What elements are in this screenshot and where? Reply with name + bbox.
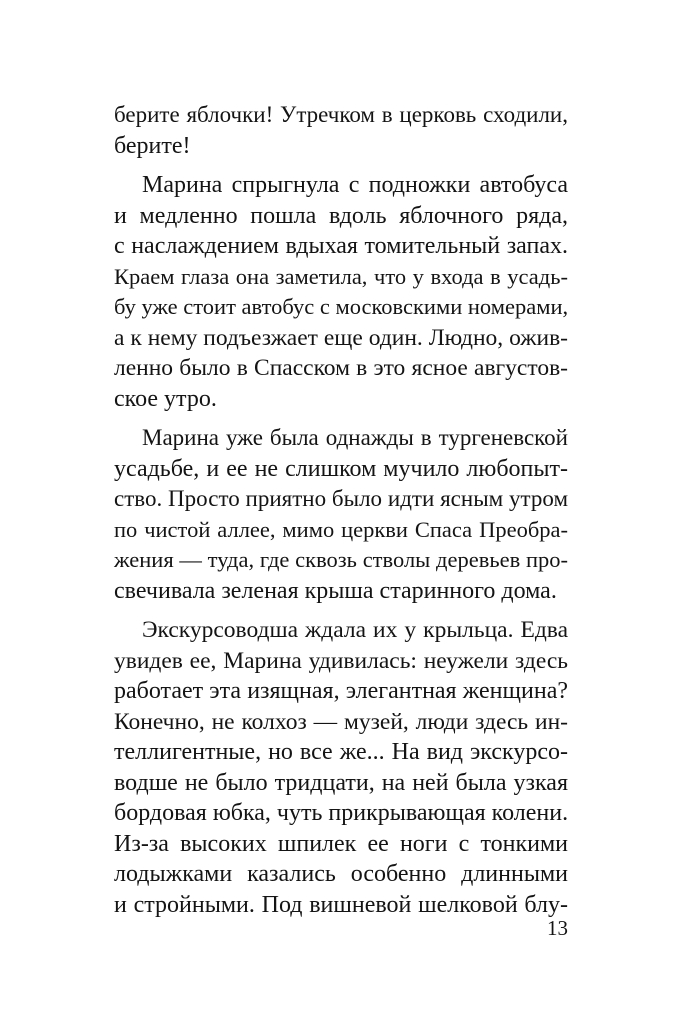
text-line: Краем глаза она заметила, что у входа в усадь-	[114, 263, 568, 289]
page-number: 13	[547, 916, 568, 940]
text-line: работает эта изящная, элегантная женщина?	[114, 678, 568, 704]
text-line: ское утро.	[114, 385, 217, 412]
text-line: бордовая юбка, чуть прикрывающая колени.	[114, 800, 569, 826]
text-line: ленно было в Спасском в это ясное августов-	[114, 355, 568, 381]
body-text	[114, 100, 568, 920]
text-line-inner: Марина спрыгнула с подножки автобуса	[142, 172, 568, 198]
text-line-inner: Экскурсоводша ждала их у крыльца. Едва	[142, 617, 568, 643]
text-line: усадьбе, и ее не слишком мучило любопыт-	[114, 455, 568, 482]
text-line: и медленно пошла вдоль яблочного ряда,	[114, 202, 568, 229]
text-line: и стройными. Под вишневой шелковой блу-	[114, 891, 568, 918]
paragraph-gap	[114, 414, 568, 423]
paragraph-gap	[114, 161, 568, 170]
text-line	[114, 615, 568, 646]
text-line: жения — туда, где сквозь стволы деревьев про-	[114, 547, 568, 572]
text-line: Конечно, не колхоз — музей, люди здесь ин-	[114, 708, 568, 735]
text-line: теллигентные, но все же... На вид экскурсо-	[114, 739, 568, 765]
text-line	[114, 170, 568, 201]
text-line: с наслаждением вдыхая томительный запах.	[114, 233, 568, 259]
text-line: Из-за высоких шпилек ее ноги с тонкими	[114, 830, 568, 857]
text-line: лодыжками казались особенно длинными	[114, 861, 568, 887]
text-line: свечивала зеленая крыша старинного дома.	[114, 577, 557, 604]
text-line: увидев ее, Марина удивилась: неужели здесь	[114, 647, 568, 674]
text-line-inner: Марина уже была однажды в тургеневской	[142, 425, 568, 450]
text-line: по чистой аллее, мимо церкви Спаса Преобра-	[114, 516, 568, 542]
text-line: берите!	[114, 132, 191, 159]
paragraph-gap	[114, 606, 568, 615]
text-line: бу уже стоит автобус с московскими номерами,	[114, 294, 569, 319]
text-line: берите яблочки! Утречком в церковь сходили,	[114, 102, 568, 127]
text-line: водше не было тридцати, на ней была узкая	[114, 769, 568, 796]
text-line	[114, 423, 568, 454]
text-line: а к нему подъезжает еще один. Людно, ожив-	[114, 324, 568, 351]
text-line: ство. Просто приятно было идти ясным утром	[114, 486, 568, 511]
